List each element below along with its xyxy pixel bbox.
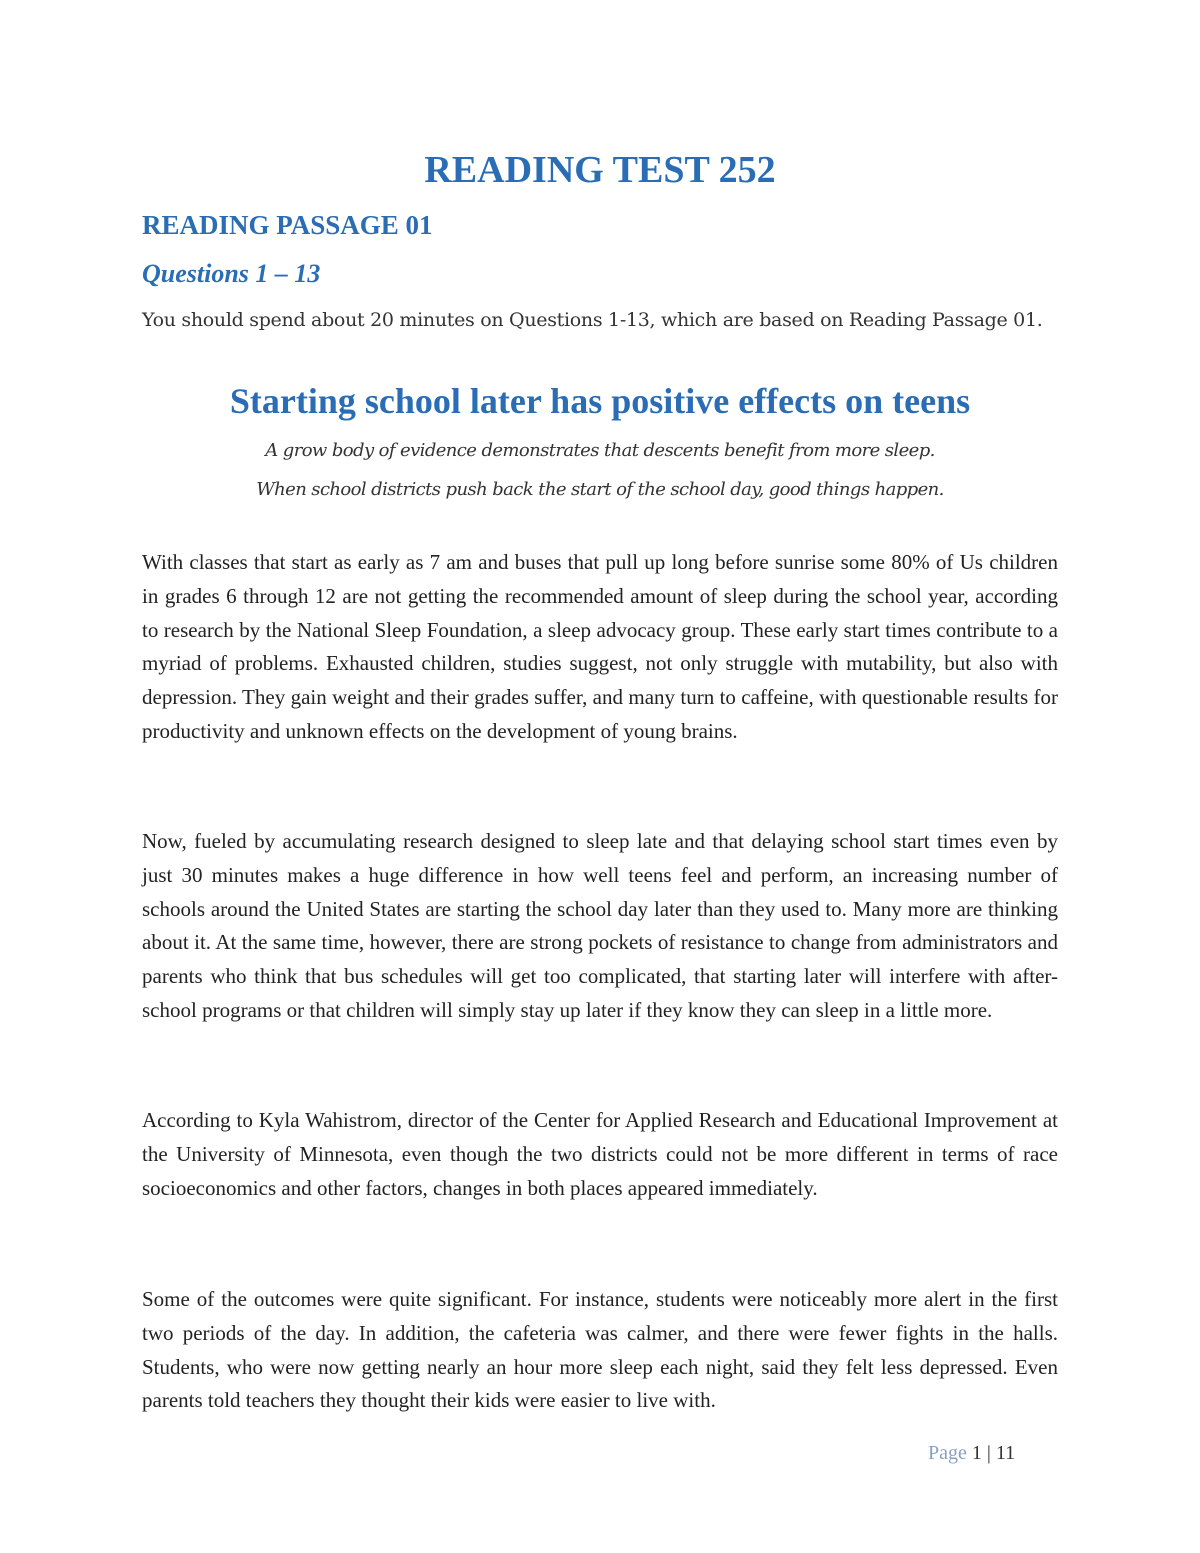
page-footer xyxy=(928,1438,1015,1468)
paragraph-3: According to Kyla Wahistrom, director of the Center for Applied Research and Educational Improvement at the University of Minnesota, even though the two districts could not be more different in terms of race socioeconomics and other factors, changes in both places appeared immediately. xyxy=(142,1108,1058,1200)
total-pages: 11 xyxy=(995,1442,1016,1464)
article-subtitle-line-1: A grow body of evidence demonstrates that descents benefit from more sleep. xyxy=(265,440,935,461)
test-title: READING TEST 252 xyxy=(424,149,776,191)
article-title: Starting school later has positive effects on teens xyxy=(229,381,971,421)
paragraph-2: Now, fueled by accumulating research designed to sleep late and that delaying school start times even by just 30 minutes makes a huge difference in how well teens feel and perform, an increasing number of schools around the United States are starting the school day later than they used to. Many more are thinking about it. At the same time, however, there are strong pockets of resistance to change from administrators and parents who think that bus schedules will get too complicated, that starting later will interfere with after-school programs or that children will simply stay up later if they know they can sleep in a little more. xyxy=(142,829,1058,1022)
instructions-text: You should spend about 20 minutes on Questions 1-13, which are based on Reading Passage 01. xyxy=(142,309,1043,331)
questions-heading: Questions 1 – 13 xyxy=(142,259,321,288)
paragraph-4: Some of the outcomes were quite significant. For instance, students were noticeably more alert in the first two periods of the day. In addition, the cafeteria was calmer, and there were fewer fights in the halls. Students, who were now getting nearly an hour more sleep each night, said they felt less depressed. Even parents told teachers they thought their kids were easier to live with. xyxy=(142,1287,1058,1413)
article-subtitle-line-2: When school districts push back the start of the school day, good things happen. xyxy=(256,479,944,500)
page-label: Page xyxy=(928,1442,967,1464)
passage-heading: READING PASSAGE 01 xyxy=(142,210,433,240)
page-separator: | xyxy=(986,1442,991,1464)
page-number: 1 xyxy=(971,1442,982,1464)
paragraph-1: With classes that start as early as 7 am and buses that pull up long before sunrise some 80% of Us children in grades 6 through 12 are not getting the recommended amount of sleep during the school year, according to research by the National Sleep Foundation, a sleep advocacy group. These early start times contribute to a myriad of problems. Exhausted children, studies suggest, not only struggle with mutability, but also with depression. They gain weight and their grades suffer, and many turn to caffeine, with questionable results for productivity and unknown effects on the development of young brains. xyxy=(142,550,1058,743)
